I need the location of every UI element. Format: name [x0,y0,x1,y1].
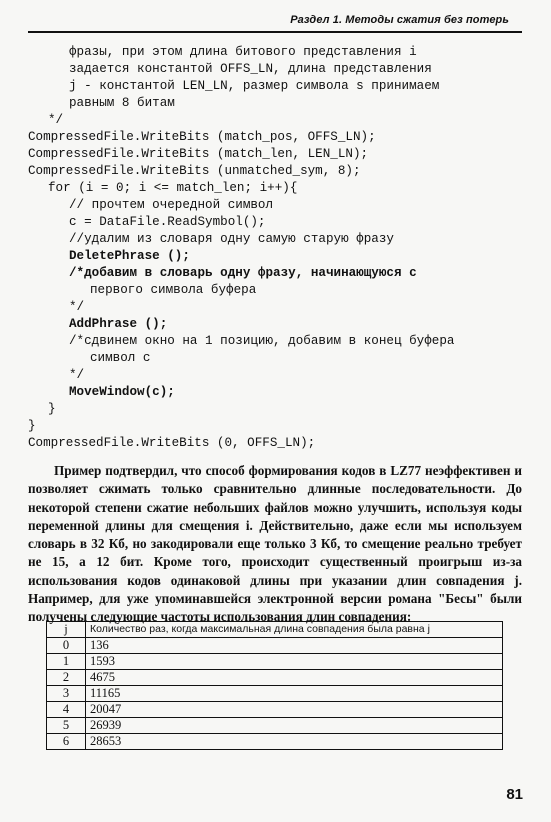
cell-j: 3 [47,686,86,702]
table-row [47,638,503,654]
code-line: AddPhrase (); [69,317,168,331]
code-line: CompressedFile.WriteBits (match_len, LEN_LN); [28,147,369,161]
cell-count: 1593 [86,654,503,670]
cell-j: 2 [47,670,86,686]
code-line: */ [69,300,85,314]
cell-count: 28653 [86,734,503,750]
table-row [47,686,503,702]
cell-count: 20047 [86,702,503,718]
cell-j: 5 [47,718,86,734]
code-line: CompressedFile.WriteBits (0, OFFS_LN); [28,436,316,450]
code-line: c = DataFile.ReadSymbol(); [69,215,266,229]
code-line: for (i = 0; i <= match_len; i++){ [48,181,298,195]
code-line: */ [48,113,64,127]
code-line: */ [69,368,85,382]
table-row [47,654,503,670]
code-line: } [28,419,36,433]
running-header: Раздел 1. Методы сжатия без потерь [290,14,509,26]
body-paragraph: Пример подтвердил, что способ формирования кодов в LZ77 неэффективен и позволяет сжимать только сравнительно длинные последовательности. До некоторой степени сжатие небольших файлов можно улучшить, используя коды переменной длины для смещения i. Действительно, даже если мы используем словарь в 32 Кб, но закодировали еще только 3 Кб, то смещение реально требует не 15, а 12 бит. Кроме того, происходит существенный проигрыш из-за использования кодов одинаковой длины при указании длин совпадения j. Например, для уже упоминавшейся электронной версии романа "Бесы" были получены следующие частоты использования длин совпадения: [28,463,522,625]
code-line: /*сдвинем окно на 1 позицию, добавим в конец буфера [69,334,455,348]
cell-count: 11165 [86,686,503,702]
table-row [47,718,503,734]
code-line: j - константой LEN_LN, размер символа s принимаем [69,79,440,93]
cell-j: 4 [47,702,86,718]
code-line: MoveWindow(c); [69,385,175,399]
page-number: 81 [506,786,523,803]
cell-j: 6 [47,734,86,750]
code-line: } [48,402,56,416]
table-row [47,670,503,686]
code-line: CompressedFile.WriteBits (unmatched_sym, 8); [28,164,361,178]
cell-count: 26939 [86,718,503,734]
code-line: DeletePhrase (); [69,249,190,263]
column-header-count: Количество раз, когда максимальная длина совпадения была равна j [86,622,503,638]
match-length-table [46,621,503,750]
code-line: символ c [90,351,151,365]
column-header-j: j [47,622,86,638]
table-row [47,702,503,718]
code-line: /*добавим в словарь одну фразу, начинающуюся с [69,266,417,280]
cell-count: 4675 [86,670,503,686]
table-row [47,734,503,750]
table-header-row [47,622,503,638]
cell-j: 0 [47,638,86,654]
code-line: равным 8 битам [69,96,175,110]
cell-j: 1 [47,654,86,670]
code-line: задается константой OFFS_LN, длина представления [69,62,432,76]
code-line: первого символа буфера [90,283,257,297]
cell-count: 136 [86,638,503,654]
code-line: //удалим из словаря одну самую старую фразу [69,232,394,246]
header-rule [28,31,522,33]
code-line: CompressedFile.WriteBits (match_pos, OFFS_LN); [28,130,376,144]
code-line: фразы, при этом длина битового представления i [69,45,417,59]
code-line: // прочтем очередной символ [69,198,274,212]
